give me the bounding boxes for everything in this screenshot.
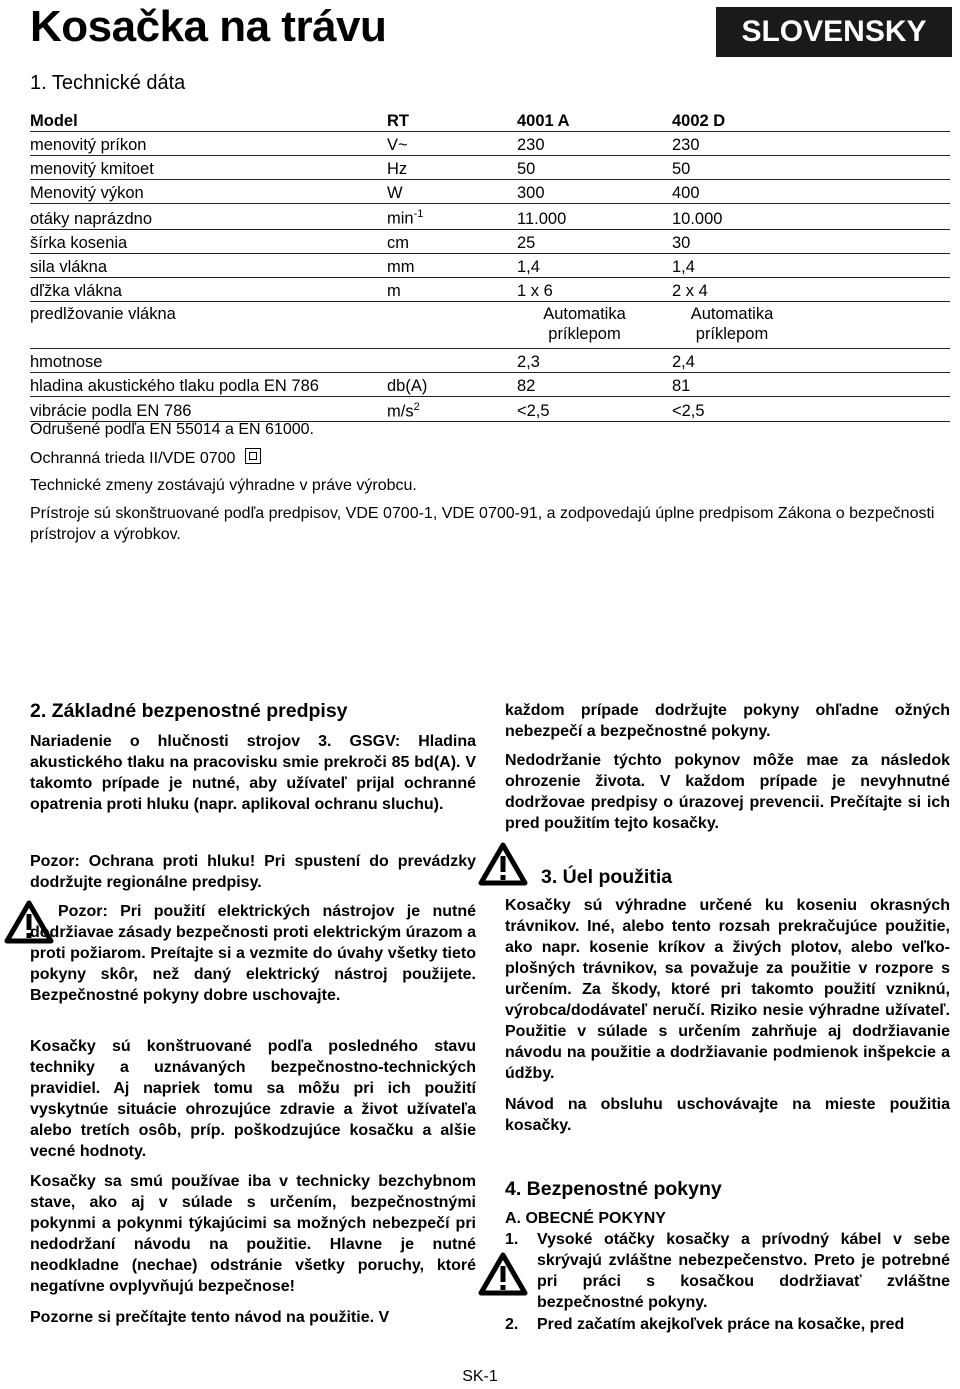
table-cell: db(A) (387, 372, 517, 396)
header-cell: 4002 D (672, 108, 792, 132)
table-row (30, 229, 950, 253)
table-cell: 400 (672, 180, 792, 204)
right-paragraph-4: Návod na obsluhu uschovávajte na mieste použitia kosačky. (505, 1096, 950, 1134)
note-protection-class-text: Ochranná trieda II/VDE 0700 (30, 450, 236, 467)
table-cell: dľžka vlákna (30, 277, 387, 301)
table-cell: 2,4 (672, 348, 792, 372)
table-cell (387, 204, 517, 230)
subheading-general: A. OBECNÉ POKYNY (505, 1210, 666, 1227)
spec-table (30, 108, 950, 422)
unit-superscript: 2 (413, 400, 420, 413)
table-cell: 10.000 (672, 204, 792, 230)
table-header-row (30, 108, 950, 132)
table-cell: šírka kosenia (30, 229, 387, 253)
table-cell: menovitý kmitoet (30, 156, 387, 180)
table-cell: cm (387, 229, 517, 253)
table-cell: hmotnose (30, 348, 387, 372)
table-cell: menovitý príkon (30, 132, 387, 156)
right-paragraph-3: Kosačky sú výhradne určené ku koseniu okrasných trávnikov. Iné, alebo tento rozsah prekračujúce použitie, ako napr. kosenie kríkov a živých plotov, alebo veľko-plošných trávnikov, sa považuje za použitie v rozpore s určením. Za škody, ktoré pri takomto použití vzniknú, výrobca/dodávateľ neručí. Riziko nesie výhradne užívateľ. Použitie v súlade s určením zahrňuje aj dodržiavanie návodu na použitie a dodržiavanie podmienok inšpekcie a údžby. (505, 897, 950, 1082)
table-cell: <2,5 (517, 396, 672, 422)
double-insulation-icon (245, 448, 261, 464)
table-cell: Automatika príklepom (672, 301, 792, 348)
table-cell: 30 (672, 229, 792, 253)
table-cell: 2 x 4 (672, 277, 792, 301)
table-cell: sila vlákna (30, 253, 387, 277)
table-cell: Menovitý výkon (30, 180, 387, 204)
left-paragraph-4: Kosačky sú konštruované podľa posledného stavu techniky a uznávaných bezpečnostno-technických pravidiel. Aj napriek tomu sa môžu pri ich použití vyskytnúe situácie ohrozujúce zdravie a život užívateľa alebo tretích osôb, príp. poškodzujúce kosačku a alšie vecné hodnoty. (30, 1038, 476, 1160)
table-cell: 230 (672, 132, 792, 156)
table-cell: Automatika príklepom (517, 301, 672, 348)
table-row (30, 372, 950, 396)
table-cell: 50 (517, 156, 672, 180)
right-paragraph-1: každom prípade dodržujte pokyny ohľadne ožných nebezpečí a bezpečnostné pokyny. (505, 702, 950, 740)
table-cell: 1 x 6 (517, 277, 672, 301)
section-3-heading: 3. Úel použitia (541, 866, 673, 888)
unit-text: m/s (387, 402, 414, 420)
left-paragraph-1: Nariadenie o hlučnosti strojov 3. GSGV: Hladina akustického tlaku na pracovisku smie prekroči 85 bd(A). V takomto prípade je nutné, aby užívateľ prijal ochranné opatrenia proti hluku (napr. aplikoval ochranu sluchu). (30, 733, 476, 813)
table-cell: m (387, 277, 517, 301)
note-protection-class (30, 448, 261, 468)
table-cell: <2,5 (672, 396, 792, 422)
table-cell (387, 396, 517, 422)
table-row (30, 396, 950, 422)
table-row (30, 180, 950, 204)
note-emc: Odrušené podľa EN 55014 a EN 61000. (30, 421, 314, 438)
table-cell (387, 301, 517, 348)
warning-triangle-icon (478, 1252, 528, 1296)
header-cell: RT (387, 108, 517, 132)
table-cell: hladina akustického tlaku podla EN 786 (30, 372, 387, 396)
note-changes: Technické zmeny zostávajú výhradne v práve výrobcu. (30, 477, 417, 494)
table-cell: mm (387, 253, 517, 277)
unit-text: min (387, 209, 414, 228)
table-cell: 81 (672, 372, 792, 396)
warning-triangle-icon (478, 842, 528, 886)
table-cell: 1,4 (517, 253, 672, 277)
table-cell: 230 (517, 132, 672, 156)
table-cell: 82 (517, 372, 672, 396)
table-cell: predlžovanie vlákna (30, 301, 387, 348)
section-2-heading: 2. Základné bezpenostné predpisy (30, 700, 348, 722)
header-cell: Model (30, 108, 387, 132)
table-cell: 2,3 (517, 348, 672, 372)
note-standards: Prístroje sú skonštruované podľa predpisov, VDE 0700-1, VDE 0700-91, a zodpovedajú úplne predpisom Zákona o bezpečnosti prístrojov a výrobkov. (30, 505, 935, 543)
table-cell: 11.000 (517, 204, 672, 230)
table-row (30, 132, 950, 156)
left-paragraph-6: Pozorne si prečítajte tento návod na použitie. V (30, 1309, 390, 1326)
right-paragraph-2: Nedodržanie týchto pokynov môže mae za následok ohrozenie života. V každom prípade je nevyhnutné dodržovae predpisy o úrazovej prevencii. Prečítajte si ich pred použitím tejto kosačky. (505, 752, 950, 832)
section-1-heading: 1. Technické dáta (30, 72, 186, 94)
list-item-2: Pred začatím akejkoľvek práce na kosačke, pred (537, 1316, 905, 1333)
table-cell: 300 (517, 180, 672, 204)
list-item-1: Vysoké otáčky kosačky a prívodný kábel v sebe skrývajú zvláštne nebezpečenstvo. Preto je potrebné pri práci s kosačkou dodržiavať zvláštne bezpečnostné pokyny. (537, 1231, 950, 1311)
table-row (30, 348, 950, 372)
list-item-2-number: 2. (505, 1316, 519, 1333)
header-cell: 4001 A (517, 108, 672, 132)
page-number: SK-1 (462, 1368, 498, 1385)
page-title: Kosačka na trávu (30, 2, 387, 51)
language-badge: SLOVENSKY (716, 7, 952, 57)
table-row (30, 204, 950, 230)
table-row (30, 277, 950, 301)
table-cell: 50 (672, 156, 792, 180)
table-row (30, 253, 950, 277)
table-cell: Hz (387, 156, 517, 180)
unit-superscript: -1 (413, 208, 424, 220)
table-cell: V~ (387, 132, 517, 156)
table-cell (387, 348, 517, 372)
table-cell: 25 (517, 229, 672, 253)
table-cell: vibrácie podla EN 786 (30, 396, 387, 422)
table-cell: otáky naprázdno (30, 204, 387, 230)
table-cell: 1,4 (672, 253, 792, 277)
table-row (30, 156, 950, 180)
list-item-1-number: 1. (505, 1231, 519, 1248)
table-row (30, 301, 950, 348)
section-4-heading: 4. Bezpenostné pokyny (505, 1178, 722, 1200)
left-paragraph-3: Pozor: Pri použití elektrických nástrojov je nutné dodržiavae zásady bezpečnosti proti elektrickým úrazom a proti požiarom. Preítajte si a vezmite do úvahy všetky tieto pokyny skôr, než daný elektrický nástroj použijete. Bezpečnostné pokyny dobre uschovajte. (30, 903, 476, 1004)
table-cell: W (387, 180, 517, 204)
left-paragraph-5: Kosačky sa smú používae iba v technicky bezchybnom stave, ako aj v súlade s určením, bezpečnostnými pokynmi a pokynmi týkajúcimi sa možných nebezpečí pri nedodržaní návodu na použitie. Hlavne je nutné neodkladne (nechae) odstránie všetky poruchy, ktoré negatívne ovplyvňujú bezpečnose! (30, 1173, 476, 1295)
left-paragraph-2: Pozor: Ochrana proti hluku! Pri spustení do prevádzky dodržujte regionálne predpisy. (30, 853, 476, 891)
